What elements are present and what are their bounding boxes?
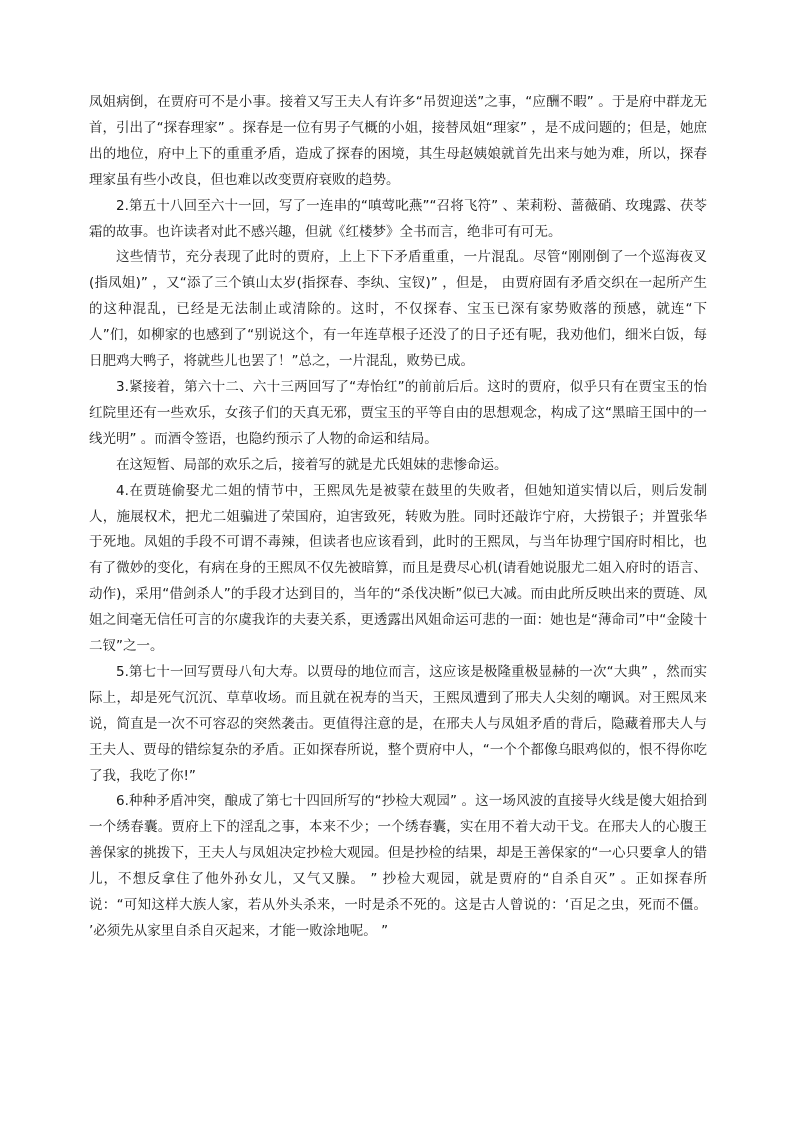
paragraph-5: 在这短暂、局部的欢乐之后，接着写的就是尤氏姐妹的悲惨命运。 (116, 456, 508, 473)
paragraph-7: 5.第七十一回写贾母八旬大寿。以贾母的地位而言，这应该是极隆重极显赫的一次“大典” ，然而实际上，却是死气沉沉、草草收场。而且就在祝寿的当天，王熙凤遭到了邢夫人尖刻的嘲讽。对王熙凤来说，简直是一次不可容忍的突然袭击。更值得注意的是，在邢夫人与凤姐矛盾的背后，隐藏着邢夫人与王夫人、贾母的错综复杂的矛盾。正如探春所说，整个贾府中人，“一个个都像乌眼鸡似的，恨不得你吃了我，我吃了你!” (89, 663, 707, 784)
paragraph-3: 这些情节，充分表现了此时的贾府，上上下下矛盾重重，一片混乱。尽管“刚刚倒了一个巡海夜叉(指凤姐)” ，又“添了三个镇山太岁(指探春、李纨、宝钗)” ，但是， 由贾府固有矛盾交织在一起所产生的这种混乱，已经是无法制止或清除的。这时，不仅探春、宝玉已深有家势败落的预感，就连“下人”们，如柳家的也感到了“别说这个，有一年连草根子还没了的日子还有呢，我劝他们，细米白饭，每日肥鸡大鸭子，将就些儿也罢了！”总之，一片混乱，败势已成。 (89, 249, 707, 370)
paragraph-4: 3.紧接着，第六十二、六十三两回写了“寿怡红”的前前后后。这时的贾府，似乎只有在贾宝玉的怡红院里还有一些欢乐，女孩子们的天真无邪，贾宝玉的平等自由的思想观念，构成了这“黑暗王国中的一线光明” 。而酒令签语，也隐约预示了人物的命运和结局。 (89, 378, 707, 447)
document-body (89, 90, 707, 945)
paragraph-2: 2.第五十八回至六十一回，写了一连串的“嗔莺叱燕”“召将飞符” 、茉莉粉、蔷薇硝、玫瑰露、茯苓霜的故事。也许读者对此不感兴趣，但就《红楼梦》全书而言，绝非可有可无。 (89, 197, 707, 240)
paragraph-1: 凤姐病倒，在贾府可不是小事。接着又写王夫人有许多“吊贺迎送”之事，“应酬不暇” 。于是府中群龙无首，引出了“探春理家” 。探春是一位有男子气概的小姐，接替凤姐“理家” ，是不成问题的；但是，她庶出的地位，府中上下的重重矛盾，造成了探春的困境，其生母赵姨娘就首先出来与她为难，所以，探春理家虽有些小改良，但也难以改变贾府衰败的趋势。 (89, 94, 707, 188)
paragraph-6: 4.在贾琏偷娶尤二姐的情节中，王熙凤先是被蒙在鼓里的失败者，但她知道实情以后，则后发制人，施展权术，把尤二姐骗进了荣国府，迫害致死，转败为胜。同时还敲诈宁府，大捞银子；并置张华于死地。凤姐的手段不可谓不毒辣，但读者也应该看到，此时的王熙凤，与当年协理宁国府时相比，也有了微妙的变化，有病在身的王熙凤不仅先被暗算，而且是费尽心机(请看她说服尤二姐入府时的语言、动作)，采用“借剑杀人”的手段才达到目的，当年的“杀伐决断”似已大减。而由此所反映出来的贾琏、凤姐之间毫无信任可言的尔虞我诈的夫妻关系，更透露出风姐命运可悲的一面：她也是“薄命司”中“金陵十二钗”之一。 (89, 482, 707, 655)
paragraph-8: 6.种种矛盾冲突，酿成了第七十四回所写的“抄检大观园” 。这一场风波的直接导火线是傻大姐拾到一个绣春囊。贾府上下的淫乱之事，本来不少；一个绣春囊，实在用不着大动干戈。在邢夫人的心腹王善保家的挑拨下，王夫人与凤姐决定抄检大观园。但是抄检的结果，却是王善保家的“一心只要拿人的错儿，不想反拿住了他外孙女儿，又气又臊。 ” 抄检大观园，就是贾府的“自杀自灭” 。正如探春所说：“可知这样大族人家，若从外头杀来，一时是杀不死的。这是古人曾说的：‘百足之虫，死而不僵。 ’必须先从家里自杀自灭起来，才能一败涂地呢。 ” (89, 793, 707, 939)
